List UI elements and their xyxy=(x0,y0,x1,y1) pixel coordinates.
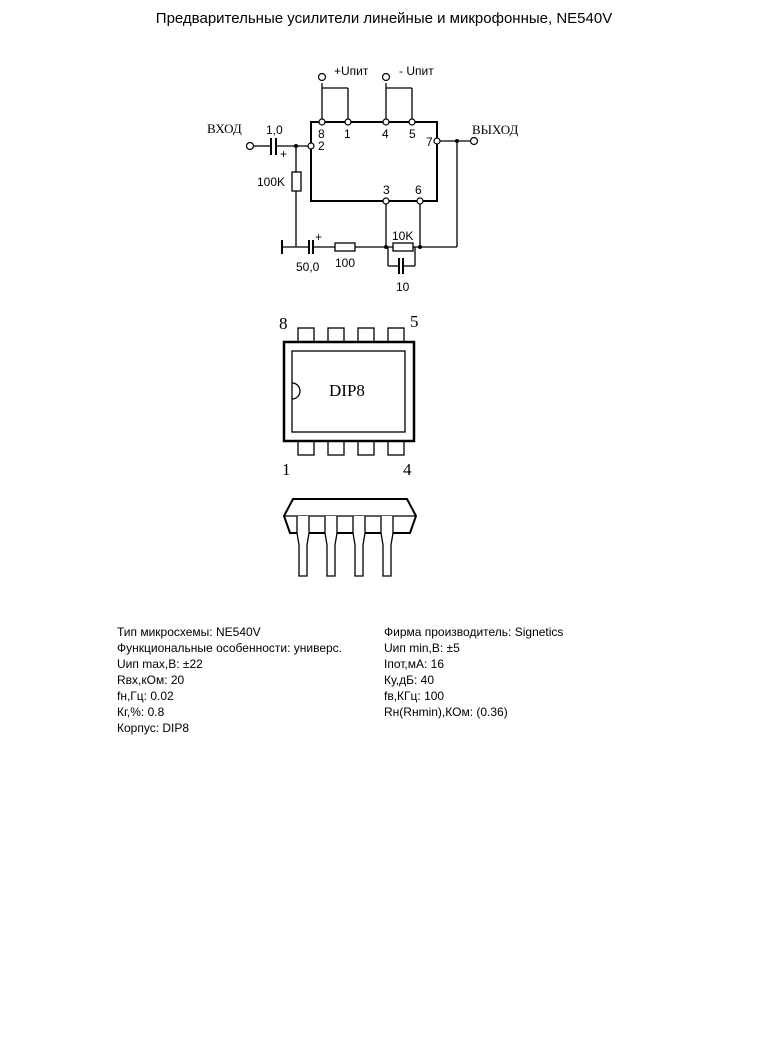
spec-gain: Ку,дБ: 40 xyxy=(384,673,435,687)
spec-rload: Rн(Rнmin),КОм: (0.36) xyxy=(384,705,508,719)
side-lead-2 xyxy=(325,516,337,576)
vplus-label: +Uпит xyxy=(334,64,369,78)
output-terminal xyxy=(471,138,478,145)
pin-label-3: 3 xyxy=(383,183,390,197)
vminus-label: - Uпит xyxy=(399,64,434,78)
pin-bottom-1 xyxy=(298,441,314,455)
pin-number-top-left: 8 xyxy=(279,314,288,333)
dip8-side-view xyxy=(284,499,416,576)
spec-fhigh: fв,КГц: 100 xyxy=(384,689,445,703)
specs-right-column xyxy=(384,624,563,720)
pin-label-4: 4 xyxy=(382,127,389,141)
side-lead-4 xyxy=(381,516,393,576)
pin-label-7: 7 xyxy=(426,135,433,149)
c-gnd-value: 50,0 xyxy=(296,260,320,274)
spec-package: Корпус: DIP8 xyxy=(117,721,190,735)
input-label: ВХОД xyxy=(207,121,242,136)
spec-manufacturer: Фирма производитель: Signetics xyxy=(384,625,564,639)
pin-label-8: 8 xyxy=(318,127,325,141)
spec-vmax: Uип max,В: ±22 xyxy=(117,657,203,671)
pin-number-bottom-left: 1 xyxy=(282,460,291,479)
pin-bottom-3 xyxy=(358,441,374,455)
pin-label-1: 1 xyxy=(344,127,351,141)
plus-mark: + xyxy=(280,147,288,161)
spec-icc: Iпот,мА: 16 xyxy=(384,657,445,671)
spec-chip-type: Тип микросхемы: NE540V xyxy=(117,625,261,639)
c-fb-value: 10 xyxy=(396,280,410,294)
spec-flow: fн,Гц: 0.02 xyxy=(117,689,174,703)
spec-thd: Кг,%: 0.8 xyxy=(117,705,165,719)
r-series-value: 100 xyxy=(335,256,356,270)
input-terminal xyxy=(247,143,254,150)
spec-rin: Rвх,кОм: 20 xyxy=(117,673,185,687)
spec-features: Функциональные особенности: универс. xyxy=(117,641,343,655)
pin-number-top-right: 5 xyxy=(410,312,419,331)
c-in-value: 1,0 xyxy=(266,123,283,137)
package-name: DIP8 xyxy=(329,381,365,400)
pin-top-4 xyxy=(388,328,404,342)
pin-top-3 xyxy=(358,328,374,342)
side-lead-3 xyxy=(353,516,365,576)
circuit-labels xyxy=(207,64,518,294)
pin-label-6: 6 xyxy=(415,183,422,197)
side-lead-1 xyxy=(297,516,309,576)
vminus-terminal xyxy=(383,74,390,81)
r-fb-value: 10K xyxy=(392,229,414,243)
pin-bottom-4 xyxy=(388,441,404,455)
r-bias-value: 100K xyxy=(257,175,286,189)
r-feedback xyxy=(393,243,413,251)
r-series xyxy=(335,243,355,251)
pin-bottom-2 xyxy=(328,441,344,455)
plus-mark-2: + xyxy=(315,230,323,244)
circuit-diagram xyxy=(254,83,470,274)
page-title: Предварительные усилители линейные и микрофонные, NE540V xyxy=(155,10,613,27)
pin-top-2 xyxy=(328,328,344,342)
pin-label-2: 2 xyxy=(318,139,325,153)
pin-label-5: 5 xyxy=(409,127,416,141)
specs-left-column xyxy=(117,624,342,736)
pin-top-1 xyxy=(298,328,314,342)
vplus-terminal xyxy=(319,74,326,81)
r-bias xyxy=(292,172,301,191)
output-label: ВЫХОД xyxy=(472,122,519,137)
spec-vmin: Uип min,В: ±5 xyxy=(384,641,460,655)
pin-number-bottom-right: 4 xyxy=(403,460,412,479)
